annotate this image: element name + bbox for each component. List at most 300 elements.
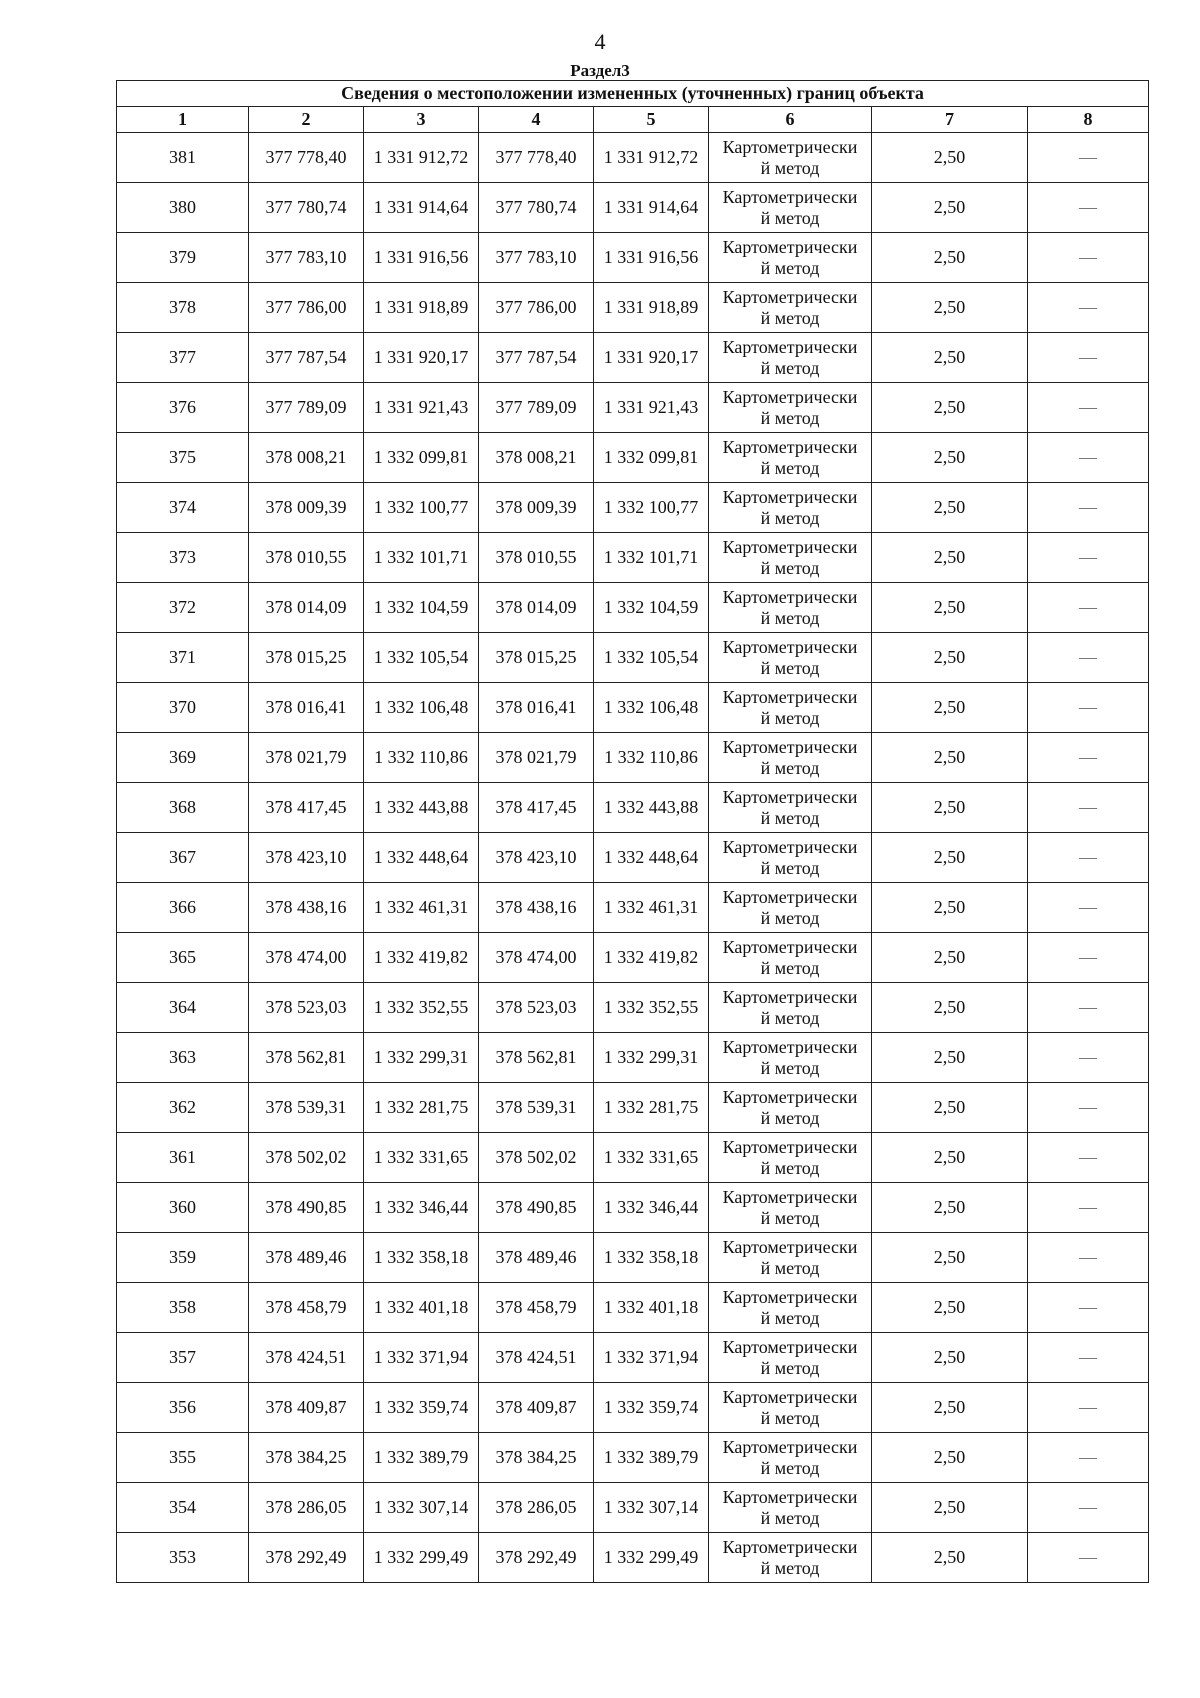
table-row: [117, 783, 1149, 833]
method-line-2: й метод: [760, 1357, 820, 1378]
x-new-cell: 378 021,79: [479, 733, 594, 783]
y-new-cell: 1 332 110,86: [594, 733, 709, 783]
accuracy-cell: 2,50: [872, 1333, 1028, 1383]
x-old-cell: 378 384,25: [249, 1433, 364, 1483]
y-new-cell: 1 332 281,75: [594, 1083, 709, 1133]
method-cell: [709, 183, 872, 233]
column-number: 8: [1028, 107, 1149, 133]
description-cell: —: [1028, 333, 1149, 383]
x-old-cell: 378 489,46: [249, 1233, 364, 1283]
table-row: [117, 1033, 1149, 1083]
coordinates-table: [116, 80, 1149, 1583]
method-line-2: й метод: [760, 1257, 820, 1278]
column-number: 6: [709, 107, 872, 133]
table-row: [117, 333, 1149, 383]
y-old-cell: 1 332 359,74: [364, 1383, 479, 1433]
table-row: [117, 483, 1149, 533]
table-row: [117, 233, 1149, 283]
x-new-cell: 377 789,09: [479, 383, 594, 433]
x-new-cell: 378 523,03: [479, 983, 594, 1033]
x-old-cell: 378 292,49: [249, 1533, 364, 1583]
x-new-cell: 377 786,00: [479, 283, 594, 333]
point-number-cell: 359: [117, 1233, 249, 1283]
y-new-cell: 1 332 359,74: [594, 1383, 709, 1433]
accuracy-cell: 2,50: [872, 583, 1028, 633]
accuracy-cell: 2,50: [872, 333, 1028, 383]
table-row: [117, 833, 1149, 883]
point-number-cell: 372: [117, 583, 249, 633]
description-cell: —: [1028, 633, 1149, 683]
y-old-cell: 1 332 331,65: [364, 1133, 479, 1183]
method-line-1: Картометрически: [722, 1336, 858, 1357]
column-number: 4: [479, 107, 594, 133]
description-cell: —: [1028, 883, 1149, 933]
method-line-1: Картометрически: [722, 1236, 858, 1257]
point-number-cell: 373: [117, 533, 249, 583]
accuracy-cell: 2,50: [872, 983, 1028, 1033]
y-old-cell: 1 332 106,48: [364, 683, 479, 733]
y-new-cell: 1 332 099,81: [594, 433, 709, 483]
method-line-1: Картометрически: [722, 1086, 858, 1107]
accuracy-cell: 2,50: [872, 1183, 1028, 1233]
description-cell: —: [1028, 433, 1149, 483]
column-number: 2: [249, 107, 364, 133]
x-new-cell: 377 778,40: [479, 133, 594, 183]
description-cell: —: [1028, 483, 1149, 533]
description-cell: —: [1028, 383, 1149, 433]
x-new-cell: 378 008,21: [479, 433, 594, 483]
y-new-cell: 1 332 419,82: [594, 933, 709, 983]
method-line-2: й метод: [760, 1057, 820, 1078]
method-cell: [709, 1533, 872, 1583]
method-line-2: й метод: [760, 457, 820, 478]
accuracy-cell: 2,50: [872, 283, 1028, 333]
x-old-cell: 378 008,21: [249, 433, 364, 483]
y-new-cell: 1 332 371,94: [594, 1333, 709, 1383]
y-old-cell: 1 332 104,59: [364, 583, 479, 633]
y-new-cell: 1 332 443,88: [594, 783, 709, 833]
y-new-cell: 1 332 346,44: [594, 1183, 709, 1233]
table-body: [117, 133, 1149, 1583]
y-old-cell: 1 331 912,72: [364, 133, 479, 183]
x-old-cell: 378 474,00: [249, 933, 364, 983]
method-line-2: й метод: [760, 657, 820, 678]
method-cell: [709, 1233, 872, 1283]
method-cell: [709, 1483, 872, 1533]
y-old-cell: 1 331 914,64: [364, 183, 479, 233]
x-old-cell: 378 423,10: [249, 833, 364, 883]
column-number: 7: [872, 107, 1028, 133]
y-old-cell: 1 332 419,82: [364, 933, 479, 983]
y-new-cell: 1 332 104,59: [594, 583, 709, 633]
table-row: [117, 1183, 1149, 1233]
description-cell: —: [1028, 283, 1149, 333]
y-new-cell: 1 332 100,77: [594, 483, 709, 533]
y-new-cell: 1 332 299,31: [594, 1033, 709, 1083]
method-line-2: й метод: [760, 1207, 820, 1228]
table-row: [117, 1433, 1149, 1483]
method-cell: [709, 133, 872, 183]
description-cell: —: [1028, 1383, 1149, 1433]
column-number: 5: [594, 107, 709, 133]
point-number-cell: 377: [117, 333, 249, 383]
method-cell: [709, 983, 872, 1033]
y-new-cell: 1 332 331,65: [594, 1133, 709, 1183]
accuracy-cell: 2,50: [872, 183, 1028, 233]
point-number-cell: 353: [117, 1533, 249, 1583]
x-new-cell: 378 417,45: [479, 783, 594, 833]
method-cell: [709, 483, 872, 533]
method-line-1: Картометрически: [722, 586, 858, 607]
method-cell: [709, 233, 872, 283]
y-new-cell: 1 331 921,43: [594, 383, 709, 433]
description-cell: —: [1028, 183, 1149, 233]
x-old-cell: 378 490,85: [249, 1183, 364, 1233]
description-cell: —: [1028, 583, 1149, 633]
table-row: [117, 1083, 1149, 1133]
method-line-2: й метод: [760, 1007, 820, 1028]
point-number-cell: 357: [117, 1333, 249, 1383]
point-number-cell: 355: [117, 1433, 249, 1483]
method-line-1: Картометрически: [722, 786, 858, 807]
method-line-1: Картометрически: [722, 486, 858, 507]
table-row: [117, 983, 1149, 1033]
method-cell: [709, 433, 872, 483]
method-cell: [709, 1183, 872, 1233]
accuracy-cell: 2,50: [872, 1283, 1028, 1333]
x-new-cell: 378 438,16: [479, 883, 594, 933]
y-new-cell: 1 332 105,54: [594, 633, 709, 683]
method-line-2: й метод: [760, 1157, 820, 1178]
method-line-1: Картометрически: [722, 686, 858, 707]
method-line-1: Картометрически: [722, 286, 858, 307]
method-line-1: Картометрически: [722, 1186, 858, 1207]
section-title: Раздел3: [570, 61, 630, 80]
point-number-cell: 367: [117, 833, 249, 883]
x-new-cell: 378 384,25: [479, 1433, 594, 1483]
table-row: [117, 433, 1149, 483]
method-line-1: Картометрически: [722, 1286, 858, 1307]
x-old-cell: 377 787,54: [249, 333, 364, 383]
accuracy-cell: 2,50: [872, 233, 1028, 283]
description-cell: —: [1028, 733, 1149, 783]
y-old-cell: 1 332 299,49: [364, 1533, 479, 1583]
method-cell: [709, 883, 872, 933]
description-cell: —: [1028, 1433, 1149, 1483]
description-cell: —: [1028, 1483, 1149, 1533]
description-cell: —: [1028, 1133, 1149, 1183]
y-new-cell: 1 332 461,31: [594, 883, 709, 933]
accuracy-cell: 2,50: [872, 683, 1028, 733]
table-caption: Сведения о местоположении измененных (уточненных) границ объекта: [117, 81, 1149, 107]
x-old-cell: 377 783,10: [249, 233, 364, 283]
x-old-cell: 377 789,09: [249, 383, 364, 433]
method-line-1: Картометрически: [722, 736, 858, 757]
y-old-cell: 1 332 461,31: [364, 883, 479, 933]
description-cell: —: [1028, 683, 1149, 733]
x-new-cell: 378 409,87: [479, 1383, 594, 1433]
method-line-1: Картометрически: [722, 986, 858, 1007]
point-number-cell: 378: [117, 283, 249, 333]
y-new-cell: 1 332 352,55: [594, 983, 709, 1033]
y-new-cell: 1 331 920,17: [594, 333, 709, 383]
accuracy-cell: 2,50: [872, 1383, 1028, 1433]
method-line-2: й метод: [760, 307, 820, 328]
point-number-cell: 354: [117, 1483, 249, 1533]
method-cell: [709, 683, 872, 733]
method-line-2: й метод: [760, 557, 820, 578]
point-number-cell: 370: [117, 683, 249, 733]
method-line-1: Картометрически: [722, 636, 858, 657]
x-old-cell: 378 010,55: [249, 533, 364, 583]
method-cell: [709, 1283, 872, 1333]
method-line-2: й метод: [760, 757, 820, 778]
description-cell: —: [1028, 133, 1149, 183]
method-line-1: Картометрически: [722, 1036, 858, 1057]
point-number-cell: 371: [117, 633, 249, 683]
x-new-cell: 378 423,10: [479, 833, 594, 883]
method-line-2: й метод: [760, 1507, 820, 1528]
accuracy-cell: 2,50: [872, 733, 1028, 783]
method-cell: [709, 1033, 872, 1083]
point-number-cell: 374: [117, 483, 249, 533]
y-old-cell: 1 332 401,18: [364, 1283, 479, 1333]
method-line-2: й метод: [760, 207, 820, 228]
accuracy-cell: 2,50: [872, 483, 1028, 533]
table-row: [117, 533, 1149, 583]
y-new-cell: 1 332 358,18: [594, 1233, 709, 1283]
x-old-cell: 377 778,40: [249, 133, 364, 183]
method-cell: [709, 933, 872, 983]
y-new-cell: 1 332 101,71: [594, 533, 709, 583]
description-cell: —: [1028, 933, 1149, 983]
accuracy-cell: 2,50: [872, 1033, 1028, 1083]
point-number-cell: 380: [117, 183, 249, 233]
accuracy-cell: 2,50: [872, 1483, 1028, 1533]
y-old-cell: 1 332 346,44: [364, 1183, 479, 1233]
method-line-2: й метод: [760, 357, 820, 378]
method-line-2: й метод: [760, 707, 820, 728]
table-row: [117, 733, 1149, 783]
x-new-cell: 378 014,09: [479, 583, 594, 633]
y-new-cell: 1 331 918,89: [594, 283, 709, 333]
description-cell: —: [1028, 1283, 1149, 1333]
method-cell: [709, 583, 872, 633]
y-old-cell: 1 332 443,88: [364, 783, 479, 833]
method-line-1: Картометрически: [722, 1136, 858, 1157]
method-line-1: Картометрически: [722, 186, 858, 207]
x-old-cell: 377 780,74: [249, 183, 364, 233]
method-line-2: й метод: [760, 157, 820, 178]
point-number-cell: 376: [117, 383, 249, 433]
method-line-2: й метод: [760, 1107, 820, 1128]
method-cell: [709, 1433, 872, 1483]
method-cell: [709, 1383, 872, 1433]
x-old-cell: 378 424,51: [249, 1333, 364, 1383]
y-old-cell: 1 332 100,77: [364, 483, 479, 533]
x-new-cell: 378 015,25: [479, 633, 594, 683]
accuracy-cell: 2,50: [872, 883, 1028, 933]
method-line-1: Картометрически: [722, 836, 858, 857]
method-line-2: й метод: [760, 407, 820, 428]
table-caption-row: [117, 81, 1149, 107]
x-old-cell: 378 438,16: [249, 883, 364, 933]
x-new-cell: 378 009,39: [479, 483, 594, 533]
description-cell: —: [1028, 1533, 1149, 1583]
y-new-cell: 1 331 916,56: [594, 233, 709, 283]
method-line-2: й метод: [760, 807, 820, 828]
method-line-1: Картометрически: [722, 386, 858, 407]
y-new-cell: 1 332 401,18: [594, 1283, 709, 1333]
method-cell: [709, 833, 872, 883]
accuracy-cell: 2,50: [872, 833, 1028, 883]
x-new-cell: 378 286,05: [479, 1483, 594, 1533]
method-cell: [709, 783, 872, 833]
page-number: 4: [594, 29, 606, 54]
method-line-1: Картометрически: [722, 1536, 858, 1557]
y-new-cell: 1 332 307,14: [594, 1483, 709, 1533]
table-row: [117, 283, 1149, 333]
y-old-cell: 1 332 105,54: [364, 633, 479, 683]
point-number-cell: 364: [117, 983, 249, 1033]
method-line-2: й метод: [760, 257, 820, 278]
x-new-cell: 378 562,81: [479, 1033, 594, 1083]
y-old-cell: 1 331 920,17: [364, 333, 479, 383]
x-old-cell: 378 286,05: [249, 1483, 364, 1533]
table-row: [117, 633, 1149, 683]
point-number-cell: 366: [117, 883, 249, 933]
accuracy-cell: 2,50: [872, 783, 1028, 833]
method-line-1: Картометрически: [722, 1486, 858, 1507]
point-number-cell: 363: [117, 1033, 249, 1083]
x-new-cell: 378 539,31: [479, 1083, 594, 1133]
description-cell: —: [1028, 533, 1149, 583]
x-new-cell: 378 489,46: [479, 1233, 594, 1283]
y-old-cell: 1 332 099,81: [364, 433, 479, 483]
x-old-cell: 378 502,02: [249, 1133, 364, 1183]
method-line-1: Картометрически: [722, 236, 858, 257]
y-old-cell: 1 332 352,55: [364, 983, 479, 1033]
column-number: 3: [364, 107, 479, 133]
y-old-cell: 1 332 389,79: [364, 1433, 479, 1483]
y-new-cell: 1 332 448,64: [594, 833, 709, 883]
table-row: [117, 933, 1149, 983]
method-line-1: Картометрически: [722, 436, 858, 457]
x-old-cell: 378 409,87: [249, 1383, 364, 1433]
y-new-cell: 1 332 299,49: [594, 1533, 709, 1583]
table-row: [117, 583, 1149, 633]
method-line-2: й метод: [760, 1557, 820, 1578]
point-number-cell: 362: [117, 1083, 249, 1133]
point-number-cell: 356: [117, 1383, 249, 1433]
method-cell: [709, 1333, 872, 1383]
y-old-cell: 1 332 299,31: [364, 1033, 479, 1083]
point-number-cell: 375: [117, 433, 249, 483]
method-line-2: й метод: [760, 857, 820, 878]
method-cell: [709, 633, 872, 683]
method-cell: [709, 283, 872, 333]
table-row: [117, 683, 1149, 733]
method-cell: [709, 533, 872, 583]
y-old-cell: 1 332 110,86: [364, 733, 479, 783]
x-old-cell: 378 523,03: [249, 983, 364, 1033]
method-line-1: Картометрически: [722, 536, 858, 557]
description-cell: —: [1028, 833, 1149, 883]
method-line-2: й метод: [760, 507, 820, 528]
description-cell: —: [1028, 783, 1149, 833]
method-line-1: Картометрически: [722, 936, 858, 957]
x-old-cell: 378 016,41: [249, 683, 364, 733]
table-row: [117, 1483, 1149, 1533]
y-old-cell: 1 332 371,94: [364, 1333, 479, 1383]
point-number-cell: 361: [117, 1133, 249, 1183]
accuracy-cell: 2,50: [872, 633, 1028, 683]
x-new-cell: 378 490,85: [479, 1183, 594, 1233]
description-cell: —: [1028, 1233, 1149, 1283]
x-old-cell: 378 562,81: [249, 1033, 364, 1083]
table-row: [117, 1133, 1149, 1183]
method-line-1: Картометрически: [722, 1436, 858, 1457]
x-new-cell: 377 780,74: [479, 183, 594, 233]
x-old-cell: 377 786,00: [249, 283, 364, 333]
point-number-cell: 360: [117, 1183, 249, 1233]
y-old-cell: 1 332 307,14: [364, 1483, 479, 1533]
method-line-1: Картометрически: [722, 136, 858, 157]
accuracy-cell: 2,50: [872, 1433, 1028, 1483]
accuracy-cell: 2,50: [872, 433, 1028, 483]
accuracy-cell: 2,50: [872, 1083, 1028, 1133]
y-old-cell: 1 332 101,71: [364, 533, 479, 583]
x-new-cell: 377 787,54: [479, 333, 594, 383]
column-number-row: [117, 107, 1149, 133]
table-row: [117, 383, 1149, 433]
method-line-2: й метод: [760, 1307, 820, 1328]
table-row: [117, 1533, 1149, 1583]
method-line-2: й метод: [760, 1457, 820, 1478]
point-number-cell: 368: [117, 783, 249, 833]
point-number-cell: 365: [117, 933, 249, 983]
y-old-cell: 1 331 916,56: [364, 233, 479, 283]
method-line-1: Картометрически: [722, 336, 858, 357]
y-old-cell: 1 332 448,64: [364, 833, 479, 883]
accuracy-cell: 2,50: [872, 933, 1028, 983]
x-new-cell: 378 292,49: [479, 1533, 594, 1583]
y-new-cell: 1 332 106,48: [594, 683, 709, 733]
point-number-cell: 358: [117, 1283, 249, 1333]
table-row: [117, 1233, 1149, 1283]
column-number: 1: [117, 107, 249, 133]
x-old-cell: 378 021,79: [249, 733, 364, 783]
accuracy-cell: 2,50: [872, 1533, 1028, 1583]
y-old-cell: 1 332 358,18: [364, 1233, 479, 1283]
y-old-cell: 1 331 918,89: [364, 283, 479, 333]
description-cell: —: [1028, 1333, 1149, 1383]
x-new-cell: 378 016,41: [479, 683, 594, 733]
x-old-cell: 378 015,25: [249, 633, 364, 683]
y-new-cell: 1 332 389,79: [594, 1433, 709, 1483]
method-cell: [709, 383, 872, 433]
method-line-1: Картометрически: [722, 1386, 858, 1407]
method-cell: [709, 1133, 872, 1183]
accuracy-cell: 2,50: [872, 1133, 1028, 1183]
x-old-cell: 378 539,31: [249, 1083, 364, 1133]
method-cell: [709, 333, 872, 383]
description-cell: —: [1028, 983, 1149, 1033]
y-old-cell: 1 332 281,75: [364, 1083, 479, 1133]
description-cell: —: [1028, 1083, 1149, 1133]
method-line-1: Картометрически: [722, 886, 858, 907]
y-old-cell: 1 331 921,43: [364, 383, 479, 433]
